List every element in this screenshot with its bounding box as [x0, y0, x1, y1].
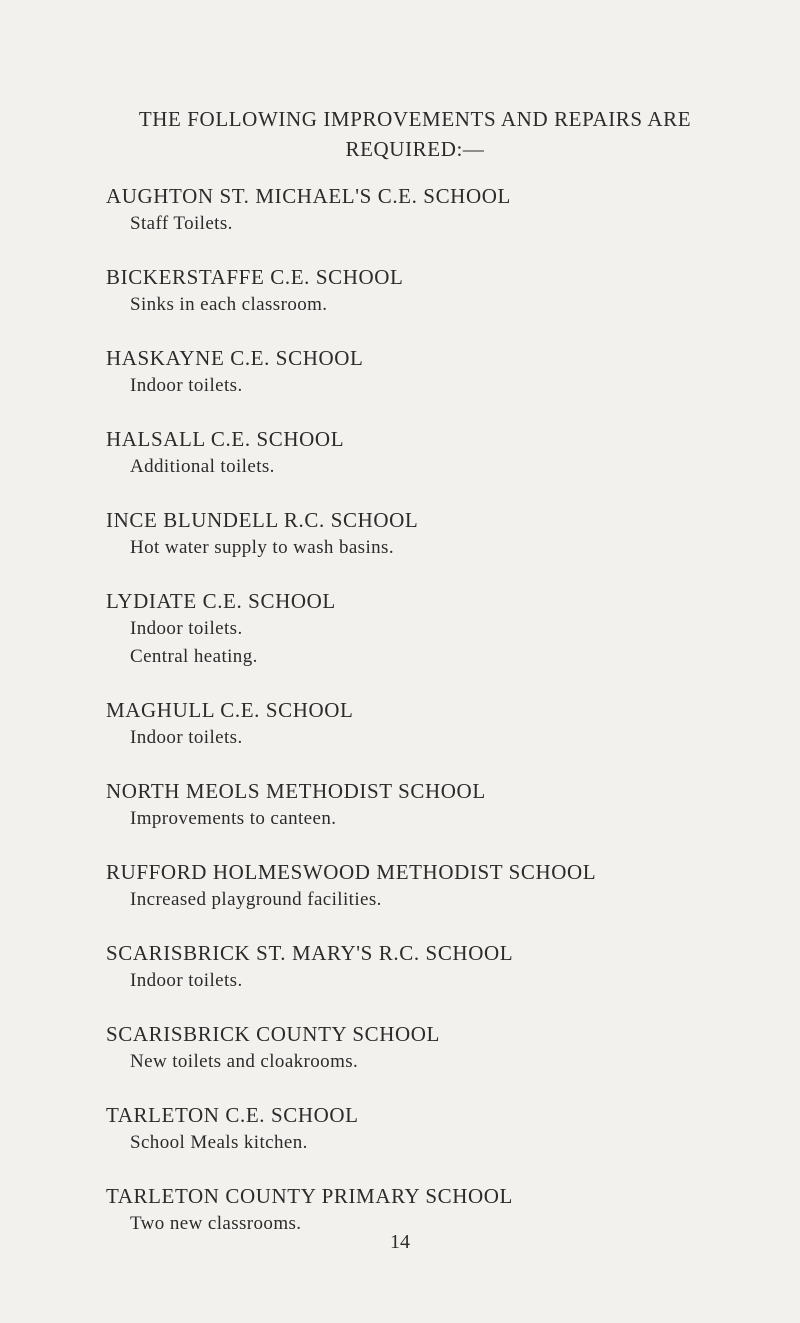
school-name: BICKERSTAFFE C.E. SCHOOL [106, 265, 404, 289]
school-entry [106, 425, 746, 481]
school-requirement: Indoor toilets. [130, 375, 243, 396]
school-name: INCE BLUNDELL R.C. SCHOOL [106, 508, 419, 532]
school-requirement: New toilets and cloakrooms. [130, 1051, 359, 1072]
school-name: TARLETON C.E. SCHOOL [106, 1103, 359, 1127]
school-requirement: School Meals kitchen. [130, 1132, 308, 1153]
school-entry [106, 587, 746, 671]
school-requirement: Indoor toilets. [130, 970, 243, 991]
school-entry [106, 1101, 746, 1157]
school-requirement: Increased playground facilities. [130, 889, 382, 910]
school-entry [106, 939, 746, 995]
school-entry [106, 696, 746, 752]
school-requirement: Indoor toilets. [130, 727, 243, 748]
school-requirement: Hot water supply to wash basins. [130, 537, 394, 558]
school-entry [106, 182, 746, 238]
school-entry [106, 344, 746, 400]
school-name: RUFFORD HOLMESWOOD METHODIST SCHOOL [106, 860, 597, 884]
school-entry [106, 506, 746, 562]
heading-line-2: REQUIRED:— [345, 137, 485, 161]
page-number: 14 [390, 1231, 410, 1253]
heading-line-1: THE FOLLOWING IMPROVEMENTS AND REPAIRS ARE [138, 107, 692, 131]
school-requirement: Two new classrooms. [130, 1213, 302, 1234]
school-entry [106, 1020, 746, 1076]
school-entry [106, 777, 746, 833]
school-name: HALSALL C.E. SCHOOL [106, 427, 345, 451]
school-requirement: Additional toilets. [130, 456, 275, 477]
school-name: TARLETON COUNTY PRIMARY SCHOOL [106, 1184, 513, 1208]
school-name: HASKAYNE C.E. SCHOOL [106, 346, 364, 370]
school-name: NORTH MEOLS METHODIST SCHOOL [106, 779, 486, 803]
school-requirement: Improvements to canteen. [130, 808, 337, 829]
school-entry [106, 858, 746, 914]
school-requirement: Indoor toilets. [130, 618, 243, 639]
school-list [106, 182, 746, 1263]
school-name: SCARISBRICK ST. MARY'S R.C. SCHOOL [106, 941, 514, 965]
school-name: SCARISBRICK COUNTY SCHOOL [106, 1022, 440, 1046]
school-name: MAGHULL C.E. SCHOOL [106, 698, 354, 722]
page-heading [100, 104, 730, 164]
school-requirement: Staff Toilets. [130, 213, 233, 234]
school-name: AUGHTON ST. MICHAEL'S C.E. SCHOOL [106, 184, 511, 208]
school-name: LYDIATE C.E. SCHOOL [106, 589, 336, 613]
school-entry [106, 263, 746, 319]
school-requirement: Sinks in each classroom. [130, 294, 328, 315]
school-requirement: Central heating. [130, 646, 258, 667]
